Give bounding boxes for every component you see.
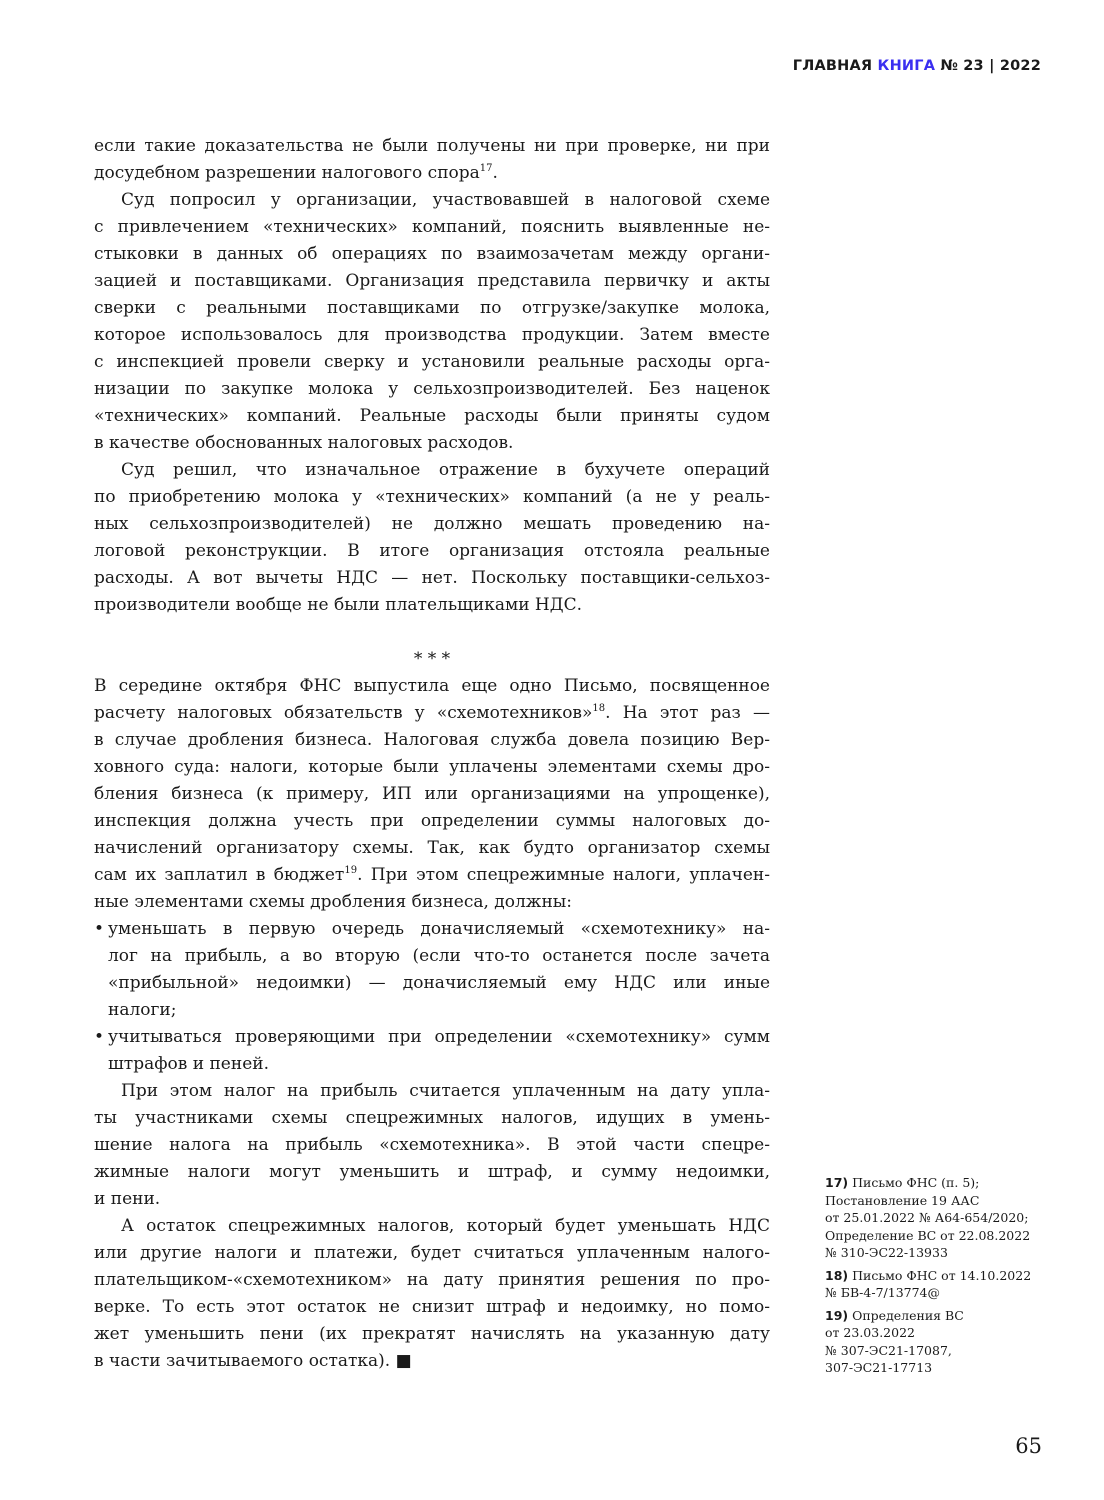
paragraph <box>94 1078 770 1213</box>
text-line: или другие налоги и платежи, будет считаться уплаченным налого- <box>94 1243 770 1263</box>
text-line: • уменьшать в первую очередь доначисляемый «схемотехнику» на- <box>94 916 770 943</box>
footnote-ref: 17 <box>479 163 493 174</box>
text-line: расчету налоговых обязательств у «схемотехников»$^{18}$. На этот раз — <box>94 703 770 723</box>
text-line: сверки с реальными поставщиками по отгрузке/закупке молока, <box>94 298 770 318</box>
paragraph <box>94 457 770 619</box>
footnote-number: 19) <box>825 1307 849 1323</box>
section-divider: * * * <box>413 649 451 669</box>
issue-number: № 23 | 2022 <box>940 58 1041 74</box>
text-line: шение налога на прибыль «схемотехника». В этой части спецре- <box>94 1135 770 1155</box>
footnote-line: Определение ВС от 22.08.2022 <box>825 1227 1031 1243</box>
text-line: В середине октября ФНС выпустила еще одно Письмо, посвященное <box>94 676 770 696</box>
text-line: «прибыльной» недоимки) — доначисляемый ему НДС или иные <box>108 973 770 993</box>
paragraph <box>94 1213 770 1375</box>
text-line: «технических» компаний. Реальные расходы были приняты судом <box>94 406 770 426</box>
text-line: • учитываться проверяющими при определении «схемотехнику» сумм <box>94 1024 770 1051</box>
bullet-item <box>94 916 770 1024</box>
footnote <box>825 1267 1065 1302</box>
text-line: налоги; <box>108 1000 177 1020</box>
footnotes <box>825 1174 1065 1382</box>
text-line: плательщиком-«схемотехником» на дату принятия решения по про- <box>94 1270 770 1290</box>
blank-line <box>94 619 770 646</box>
text-line: производители вообще не были плательщиками НДС. <box>94 595 582 615</box>
text-line: с инспекцией провели сверку и установили реальные расходы орга- <box>94 352 770 372</box>
text-line: которое использовалось для производства продукции. Затем вместе <box>94 325 770 345</box>
footnote-number: 18) <box>825 1267 849 1283</box>
text-line: жет уменьшить пени (их прекратят начислять на указанную дату <box>94 1324 770 1344</box>
footnote <box>825 1307 1065 1377</box>
text-line: если такие доказательства не были получены ни при проверке, ни при <box>94 136 770 156</box>
magazine-title-accent: КНИГА <box>877 58 936 74</box>
footnote-line: от 25.01.2022 № А64-654/2020; <box>825 1210 1029 1225</box>
text-line: лог на прибыль, а во вторую (если что-то останется после зачета <box>108 946 770 966</box>
paragraph <box>94 133 770 187</box>
text-line: Суд попросил у организации, участвовавшей в налоговой схеме <box>121 190 770 210</box>
text-line: Суд решил, что изначальное отражение в бухучете операций <box>121 460 770 480</box>
text-line: в части зачитываемого остатка). ■ <box>94 1351 412 1371</box>
text-line: сам их заплатил в бюджет$^{19}$. При этом спецрежимные налоги, уплачен- <box>94 865 771 885</box>
running-header <box>793 58 1041 74</box>
footnote-line: Постановление 19 ААС <box>825 1192 980 1208</box>
text-line: и пени. <box>94 1189 161 1209</box>
text-line: в случае дробления бизнеса. Налоговая служба довела позицию Вер- <box>94 730 770 750</box>
text-line: жимные налоги могут уменьшить и штраф, и сумму недоимки, <box>94 1162 770 1182</box>
text-line: ные элементами схемы дробления бизнеса, должны: <box>94 892 573 912</box>
text-line: верке. То есть этот остаток не снизит штраф и недоимку, но помо- <box>94 1297 770 1317</box>
footnote-ref: 18 <box>592 703 606 714</box>
magazine-title: ГЛАВНАЯ <box>792 58 873 74</box>
text-line: При этом налог на прибыль считается уплаченным на дату упла- <box>121 1081 770 1101</box>
text-line: ховного суда: налоги, которые были уплачены элементами схемы дро- <box>94 757 770 777</box>
text-line: с привлечением «технических» компаний, пояснить выявленные не- <box>94 217 770 237</box>
text-line: по приобретению молока у «технических» компаний (а не у реаль- <box>94 487 770 507</box>
text-line: логовой реконструкции. В итоге организация отстояла реальные <box>94 541 770 561</box>
footnote-line: 307-ЭС21-17713 <box>825 1360 933 1375</box>
text-line: ных сельхозпроизводителей) не должно мешать проведению на- <box>94 514 770 534</box>
footnote-line: № 310-ЭС22-13933 <box>825 1245 948 1260</box>
footnote-ref: 19 <box>344 865 358 876</box>
footnote-line: № 307-ЭС21-17087, <box>825 1342 952 1358</box>
text-line: стыковки в данных об операциях по взаимозачетам между органи- <box>94 244 770 264</box>
text-line: ты участниками схемы спецрежимных налогов, идущих в умень- <box>94 1108 770 1128</box>
footnote-line: 19) Определения ВС <box>825 1307 964 1323</box>
footnote-line: № БВ-4-7/13774@ <box>825 1285 941 1300</box>
text-line: начислений организатору схемы. Так, как будто организатор схемы <box>94 838 770 858</box>
text-line: А остаток спецрежимных налогов, который будет уменьшать НДС <box>121 1216 770 1236</box>
footnote <box>825 1174 1065 1262</box>
article-body <box>94 133 770 1375</box>
text-line: досудебном разрешении налогового спора$^{17}$. <box>94 163 498 183</box>
footnote-line: от 23.03.2022 <box>825 1325 915 1340</box>
footnote-line: 17) Письмо ФНС (п. 5); <box>825 1175 980 1190</box>
text-line: в качестве обоснованных налоговых расходов. <box>94 433 514 453</box>
footnote-line: 18) Письмо ФНС от 14.10.2022 <box>825 1267 1032 1283</box>
paragraph <box>94 187 770 457</box>
footnote-number: 17) <box>825 1175 849 1190</box>
text-line: штрафов и пеней. <box>108 1054 269 1074</box>
bullet-item <box>94 1024 770 1078</box>
text-line: низации по закупке молока у сельхозпроизводителей. Без наценок <box>94 379 770 399</box>
text-line: зацией и поставщиками. Организация представила первичку и акты <box>94 271 770 291</box>
text-line: бления бизнеса (к примеру, ИП или организациями на упрощенке), <box>94 784 770 804</box>
text-line: расходы. А вот вычеты НДС — нет. Поскольку поставщики-сельхоз- <box>94 568 770 588</box>
page-number: 65 <box>1015 1434 1042 1458</box>
bullet-marker: • <box>94 1027 105 1047</box>
paragraph <box>94 673 770 916</box>
bullet-marker: • <box>94 919 105 939</box>
text-line: инспекция должна учесть при определении суммы налоговых до- <box>94 811 770 831</box>
